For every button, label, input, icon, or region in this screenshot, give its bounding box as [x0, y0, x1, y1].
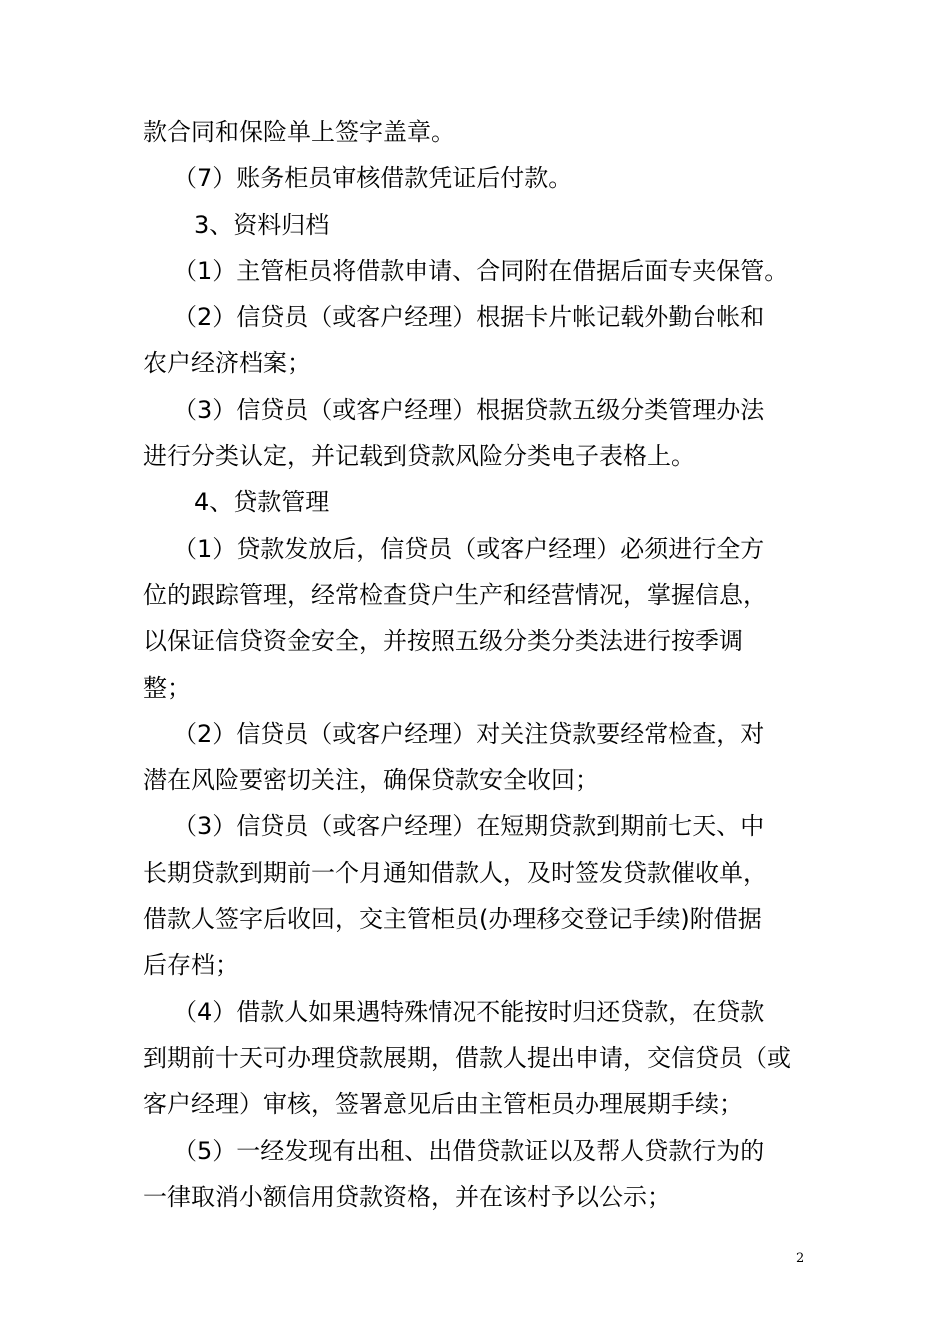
text-line: 潜在风险要密切关注，确保贷款安全收回； [143, 766, 599, 795]
text-line: （1）主管柜员将借款申请、合同附在借据后面专夹保管。 [173, 256, 789, 285]
text-line: （3）信贷员（或客户经理）在短期贷款到期前七天、中 [173, 812, 765, 841]
text-line: 整； [143, 673, 191, 702]
text-line: （7）账务柜员审核借款凭证后付款。 [173, 164, 573, 193]
text-line: 以保证信贷资金安全，并按照五级分类分类法进行按季调 [143, 627, 743, 656]
text-line: 后存档； [143, 951, 239, 980]
text-line: （2）信贷员（或客户经理）根据卡片帐记载外勤台帐和 [173, 303, 765, 332]
section-heading: 3、资料归档 [194, 210, 330, 239]
text-line: 一律取消小额信用贷款资格，并在该村予以公示； [143, 1182, 671, 1211]
text-line: 农户经济档案； [143, 349, 311, 378]
text-line: 到期前十天可办理贷款展期，借款人提出申请，交信贷员（或 [143, 1043, 791, 1072]
text-line: （5）一经发现有出租、出借贷款证以及帮人贷款行为的 [173, 1136, 765, 1165]
text-line: 借款人签字后收回，交主管柜员(办理移交登记手续)附借据 [143, 905, 762, 934]
text-line: 进行分类认定，并记载到贷款风险分类电子表格上。 [143, 442, 695, 471]
document-body [143, 109, 809, 1220]
text-line: 位的跟踪管理，经常检查贷户生产和经营情况，掌握信息， [143, 580, 767, 609]
text-line: （1）贷款发放后，信贷员（或客户经理）必须进行全方 [173, 534, 765, 563]
page-number: 2 [796, 1251, 805, 1266]
text-line: 长期贷款到期前一个月通知借款人，及时签发贷款催收单， [143, 858, 767, 887]
text-line: 客户经理）审核，签署意见后由主管柜员办理展期手续； [143, 1090, 743, 1119]
section-heading: 4、贷款管理 [194, 488, 330, 517]
text-line: （3）信贷员（或客户经理）根据贷款五级分类管理办法 [173, 395, 765, 424]
text-line: 款合同和保险单上签字盖章。 [143, 118, 455, 146]
text-line: （2）信贷员（或客户经理）对关注贷款要经常检查，对 [173, 719, 765, 748]
text-line: （4）借款人如果遇特殊情况不能按时归还贷款，在贷款 [173, 997, 765, 1026]
